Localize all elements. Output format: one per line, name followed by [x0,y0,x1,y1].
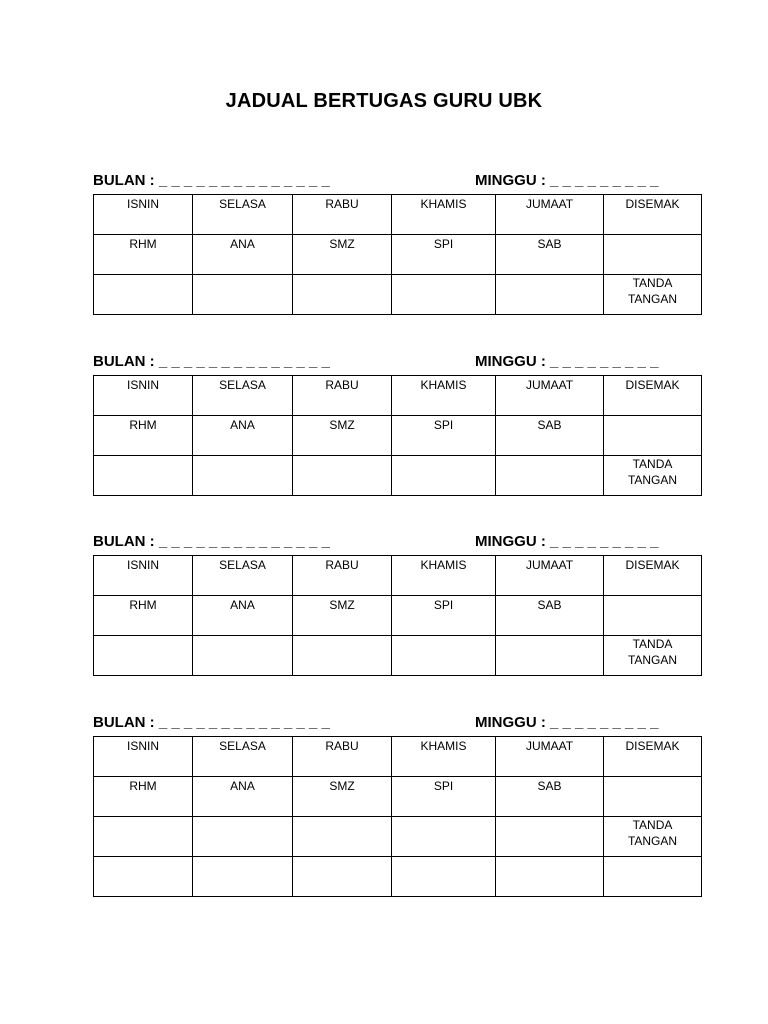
signature-cell[interactable] [293,275,392,315]
section-header [93,533,701,555]
teacher-cell: RHM [94,596,193,636]
column-header: SELASA [193,556,293,596]
teacher-cell: SAB [496,596,604,636]
column-header: RABU [293,195,392,235]
day-header-row [94,737,702,777]
teacher-cell: SPI [392,596,496,636]
teacher-cell: SAB [496,416,604,456]
column-header: ISNIN [94,556,193,596]
day-header-row [94,195,702,235]
column-header: RABU [293,556,392,596]
check-cell[interactable] [604,235,702,275]
signature-cell[interactable] [392,456,496,496]
signature-cell[interactable] [496,857,604,897]
duty-table [93,555,702,676]
signature-cell[interactable] [94,636,193,676]
bulan-field[interactable]: BULAN : _ _ _ _ _ _ _ _ _ _ _ _ _ _ [93,172,330,189]
signature-cell[interactable] [496,817,604,857]
signature-cell[interactable] [496,636,604,676]
teacher-cell: SMZ [293,596,392,636]
minggu-field[interactable]: MINGGU : _ _ _ _ _ _ _ _ _ [475,172,659,189]
signature-label-cell [604,275,702,315]
signature-cell[interactable] [392,857,496,897]
check-cell[interactable] [604,416,702,456]
teacher-cell: SPI [392,416,496,456]
signature-row [94,275,702,315]
signature-label-line2: TANGAN [627,653,678,667]
signature-cell[interactable] [193,636,293,676]
section-header [93,172,701,194]
minggu-field[interactable]: MINGGU : _ _ _ _ _ _ _ _ _ [475,533,659,550]
bulan-field[interactable]: BULAN : _ _ _ _ _ _ _ _ _ _ _ _ _ _ [93,533,330,550]
teacher-row [94,596,702,636]
schedule-section [93,172,701,306]
column-header: KHAMIS [392,195,496,235]
signature-cell[interactable] [193,275,293,315]
teacher-cell: SAB [496,235,604,275]
teacher-cell: ANA [193,596,293,636]
column-header: KHAMIS [392,737,496,777]
signature-cell[interactable] [392,275,496,315]
column-header: DISEMAK [604,737,702,777]
column-header: KHAMIS [392,376,496,416]
teacher-row [94,235,702,275]
column-header: SELASA [193,376,293,416]
signature-row [94,636,702,676]
schedule-section [93,714,701,848]
signature-label-line2: TANGAN [627,834,678,848]
column-header: ISNIN [94,376,193,416]
signature-label-line1: TANDA [632,637,673,651]
signature-label-cell [604,817,702,857]
signature-row [94,456,702,496]
column-header: SELASA [193,195,293,235]
column-header: ISNIN [94,737,193,777]
page-title: JADUAL BERTUGAS GURU UBK [225,90,543,112]
column-header: ISNIN [94,195,193,235]
signature-cell[interactable] [604,857,702,897]
teacher-cell: SMZ [293,416,392,456]
column-header: RABU [293,737,392,777]
duty-table [93,194,702,315]
duty-table [93,736,702,897]
signature-cell[interactable] [496,456,604,496]
column-header: JUMAAT [496,556,604,596]
check-cell[interactable] [604,596,702,636]
teacher-cell: ANA [193,416,293,456]
day-header-row [94,376,702,416]
teacher-row [94,416,702,456]
signature-label-cell [604,636,702,676]
signature-label-cell [604,456,702,496]
signature-cell[interactable] [293,456,392,496]
duty-table [93,375,702,496]
signature-cell[interactable] [392,817,496,857]
column-header: JUMAAT [496,376,604,416]
signature-label-line1: TANDA [632,818,673,832]
signature-cell[interactable] [94,275,193,315]
signature-label-line2: TANGAN [627,473,678,487]
column-header: DISEMAK [604,376,702,416]
signature-cell[interactable] [496,275,604,315]
section-header [93,714,701,736]
teacher-row [94,777,702,817]
day-header-row [94,556,702,596]
column-header: DISEMAK [604,556,702,596]
bulan-field[interactable]: BULAN : _ _ _ _ _ _ _ _ _ _ _ _ _ _ [93,353,330,370]
signature-cell[interactable] [392,636,496,676]
teacher-cell: SPI [392,235,496,275]
signature-cell[interactable] [193,456,293,496]
column-header: DISEMAK [604,195,702,235]
section-header [93,353,701,375]
schedule-section [93,533,701,667]
signature-cell[interactable] [293,857,392,897]
signature-label-line1: TANDA [632,457,673,471]
signature-cell[interactable] [94,857,193,897]
signature-cell[interactable] [293,636,392,676]
column-header: RABU [293,376,392,416]
teacher-cell: SAB [496,777,604,817]
teacher-cell: ANA [193,235,293,275]
column-header: SELASA [193,737,293,777]
teacher-cell: RHM [94,777,193,817]
signature-cell[interactable] [94,456,193,496]
schedule-section [93,353,701,487]
teacher-cell: SPI [392,777,496,817]
signature-label-line2: TANGAN [627,292,678,306]
column-header: KHAMIS [392,556,496,596]
column-header: JUMAAT [496,737,604,777]
minggu-field[interactable]: MINGGU : _ _ _ _ _ _ _ _ _ [475,353,659,370]
blank-row [94,857,702,897]
signature-label-line1: TANDA [632,276,673,290]
teacher-cell: ANA [193,777,293,817]
signature-row [94,817,702,857]
signature-cell[interactable] [293,817,392,857]
teacher-cell: SMZ [293,777,392,817]
check-cell[interactable] [604,777,702,817]
minggu-field[interactable]: MINGGU : _ _ _ _ _ _ _ _ _ [475,714,659,731]
signature-cell[interactable] [193,857,293,897]
signature-cell[interactable] [94,817,193,857]
bulan-field[interactable]: BULAN : _ _ _ _ _ _ _ _ _ _ _ _ _ _ [93,714,330,731]
teacher-cell: RHM [94,416,193,456]
column-header: JUMAAT [496,195,604,235]
teacher-cell: RHM [94,235,193,275]
signature-cell[interactable] [193,817,293,857]
teacher-cell: SMZ [293,235,392,275]
